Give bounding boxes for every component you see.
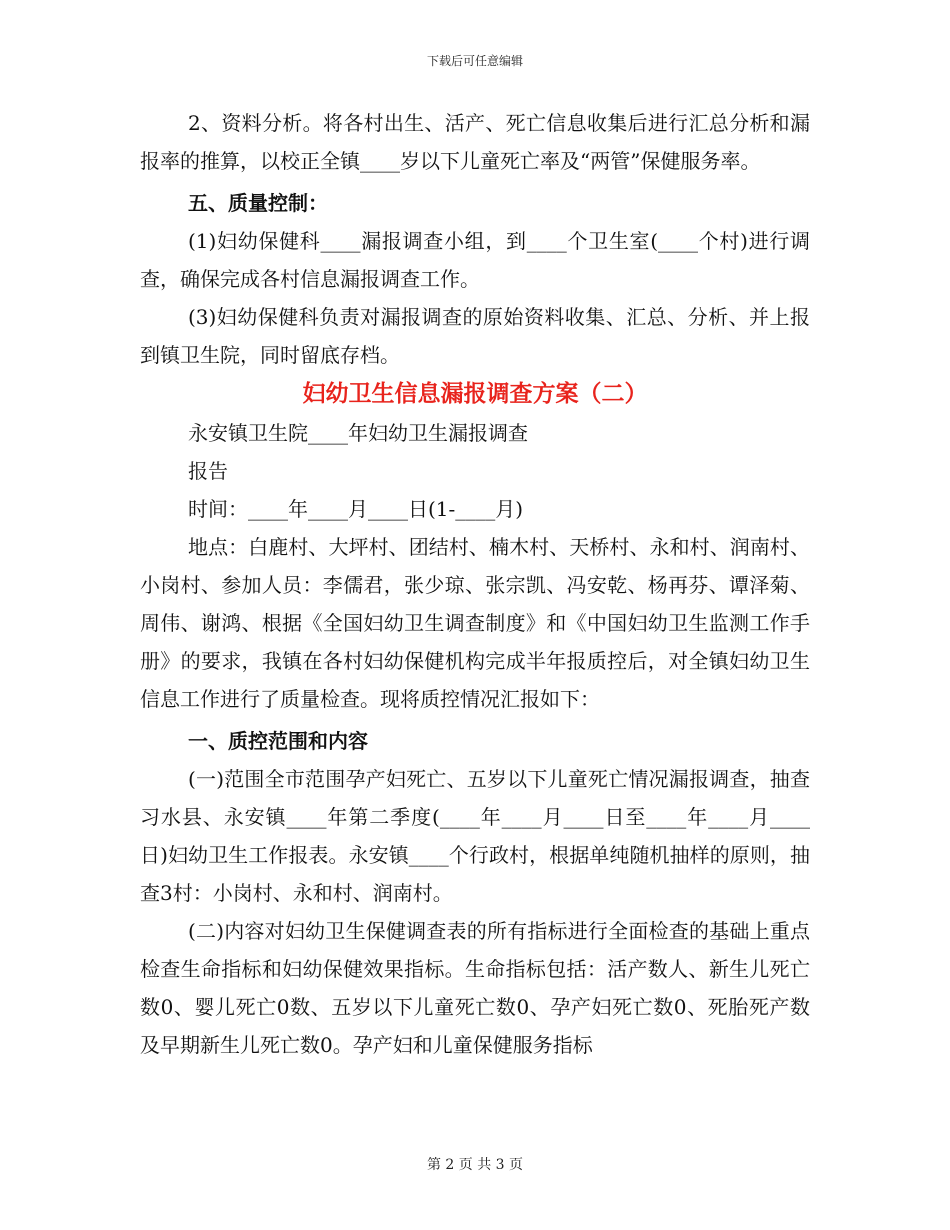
document-body bbox=[140, 104, 810, 1064]
paragraph-scope: (一)范围全市范围孕产妇死亡、五岁以下儿童死亡情况漏报调查，抽查习水县、永安镇____年第二季度(____年____月____日至____年____月____日)妇幼卫生工作报表。永安镇____个行政村，根据单纯随机抽样的原则，抽查3村：小岗村、永和村、润南村。 bbox=[140, 767, 810, 905]
paragraph-quality-control-1: (1)妇幼保健科____漏报调查小组，到____个卫生室(____个村)进行调查，确保完成各村信息漏报调查工作。 bbox=[140, 229, 810, 291]
report-time: 时间：____年____月____日(1-____月) bbox=[188, 497, 524, 521]
report-subtitle: 永安镇卫生院____年妇幼卫生漏报调查 bbox=[188, 421, 528, 445]
page-footer: 第 2 页 共 3 页 bbox=[426, 1157, 524, 1173]
document-title: 妇幼卫生信息漏报调查方案（二） bbox=[302, 380, 648, 407]
section-heading-scope: 一、质控范围和内容 bbox=[188, 729, 368, 753]
report-location-participants: 地点：白鹿村、大坪村、团结村、楠木村、天桥村、永和村、润南村、小岗村、参加人员：李儒君，张少琼、张宗凯、冯安乾、杨再芬、谭泽菊、周伟、谢鸿、根据《全国妇幼卫生调查制度》和《中国妇幼卫生监测工作手册》的要求，我镇在各村妇幼保健机构完成半年报质控后，对全镇妇幼卫生信息工作进行了质量检查。现将质控情况汇报如下： bbox=[140, 535, 810, 711]
paragraph-data-analysis: 2、资料分析。将各村出生、活产、死亡信息收集后进行汇总分析和漏报率的推算，以校正全镇____岁以下儿童死亡率及“两管”保健服务率。 bbox=[140, 111, 810, 173]
section-heading-quality-control: 五、质量控制： bbox=[188, 191, 328, 215]
page-header: 下载后可任意编辑 bbox=[426, 54, 523, 68]
paragraph-content: (二)内容对妇幼卫生保健调查表的所有指标进行全面检查的基础上重点检查生命指标和妇幼保健效果指标。生命指标包括：活产数人、新生儿死亡数0、婴儿死亡0数、五岁以下儿童死亡数0、孕产妇死亡数0、死胎死产数及早期新生儿死亡数0。孕产妇和儿童保健服务指标 bbox=[140, 919, 810, 1057]
paragraph-quality-control-3: (3)妇幼保健科负责对漏报调查的原始资料收集、汇总、分析、并上报到镇卫生院，同时留底存档。 bbox=[140, 305, 810, 367]
report-label: 报告 bbox=[188, 459, 228, 483]
